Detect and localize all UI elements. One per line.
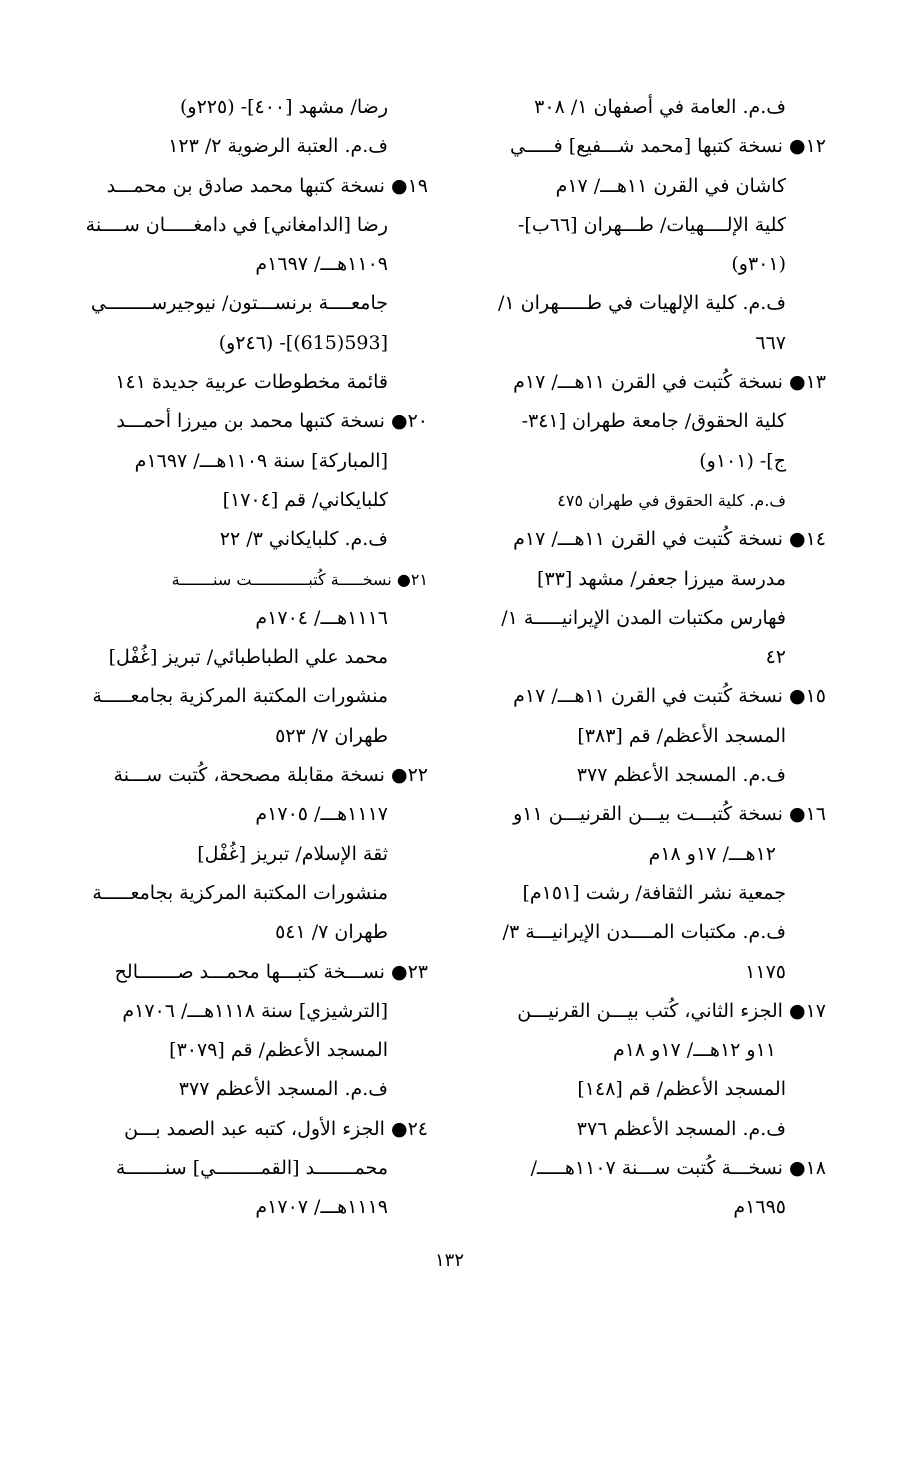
entry-heading-line: ١٢● نسخة كتبها [محمد شـــفيع] فـــــي xyxy=(510,135,826,158)
entry-detail-line: ١١٧٥ xyxy=(745,960,786,983)
entry-detail-line: جمعية نشر الثقافة/ رشت [١٥١م] xyxy=(522,881,786,904)
entry-detail-line: ف.م. المسجد الأعظم ٣٧٧ xyxy=(178,1078,388,1101)
right-column xyxy=(454,88,826,1228)
entry-detail-line: ف.م. كلبايكاني ٣/ ٢٢ xyxy=(219,528,388,551)
entry-heading-line: ٢٠● نسخة كتبها محمد بن ميرزا أحمـــد xyxy=(116,410,428,433)
entry-detail-line: [المباركة] سنة ١١٠٩هـــ/ ١٦٩٧م xyxy=(134,449,388,472)
entry-heading-line: ١٥● نسخة كُتبت في القرن ١١هـــ/ ١٧م xyxy=(513,685,826,708)
entry-detail-line: رضا [الدامغاني] في دامغـــــان ســــنة xyxy=(85,213,388,236)
entry-detail-line: [593(615)]- (٢٤٦و) xyxy=(218,331,388,354)
entry-heading-line: ٢١● نسخـــــة كُتبــــــــــــت سنـــــــة xyxy=(171,569,428,589)
entry-detail-line: ٤٢ xyxy=(765,646,786,669)
entry-heading-line: ١٤● نسخة كُتبت في القرن ١١هـــ/ ١٧م xyxy=(513,528,826,551)
entry-detail-line: كلبايكاني/ قم [١٧٠٤] xyxy=(222,488,388,511)
entry-heading-line: ١٣● نسخة كُتبت في القرن ١١هـــ/ ١٧م xyxy=(513,371,826,394)
entry-detail-line: طهران ٧/ ٥٢٣ xyxy=(275,724,388,747)
entry-heading-line: ٢٤● الجزء الأول، كتبه عبد الصمد بـــن xyxy=(124,1117,428,1140)
entry-detail-line: طهران ٧/ ٥٤١ xyxy=(275,921,388,944)
entry-detail-line: ١١١٧هـــ/ ١٧٠٥م xyxy=(255,803,388,826)
entry-detail-line: ف.م. العامة في أصفهان ١/ ٣٠٨ xyxy=(534,96,786,118)
entry-detail-line: جامعــــة برنســـتون/ نيوجيرســــــــي xyxy=(90,292,388,315)
left-column xyxy=(70,88,428,1228)
entry-detail-line: فهارس مكتبات المدن الإيرانيـــــة ١/ xyxy=(501,606,786,629)
entry-detail-line: المسجد الأعظم/ قم [٣٨٣] xyxy=(577,724,786,747)
entry-detail-line: كلية الحقوق/ جامعة طهران [٣٤١- xyxy=(521,410,786,433)
page-number: ١٣٢ xyxy=(434,1250,464,1271)
entry-detail-line: المسجد الأعظم/ قم [١٤٨] xyxy=(577,1078,786,1101)
entry-detail-line: ف.م. كلية الحقوق في طهران ٤٧٥ xyxy=(557,490,786,510)
entry-detail-line: منشورات المكتبة المركزية بجامعـــــة xyxy=(92,685,388,708)
entry-detail-line: ج]- (١٠١و) xyxy=(699,449,786,472)
entry-detail-line: ف.م. العتبة الرضوية ٢/ ١٢٣ xyxy=(168,135,388,158)
entry-detail-line: (٣٠١و) xyxy=(731,253,786,276)
entry-detail-line: محمد علي الطباطبائي/ تبريز [غُفْل] xyxy=(108,646,388,669)
entry-detail-line: ١١١٩هـــ/ ١٧٠٧م xyxy=(255,1196,388,1219)
entry-detail-line: ١٢هـــ/ ١٧و ١٨م xyxy=(648,842,776,865)
entry-detail-line: رضا/ مشهد [٤٠٠]- (٢٢٥و) xyxy=(180,96,388,118)
entry-detail-line: مدرسة ميرزا جعفر/ مشهد [٣٣] xyxy=(537,567,786,590)
entry-heading-line: ١٨● نسخـــة كُتبت ســـنة ١١٠٧هـــــ/ xyxy=(530,1157,826,1180)
entry-heading-line: ٢٢● نسخة مقابلة مصححة، كُتبت ســـنة xyxy=(113,764,428,787)
entry-detail-line: ثقة الإسلام/ تبريز [غُفْل] xyxy=(197,842,388,865)
entry-detail-line: ٦٦٧ xyxy=(755,331,786,354)
entry-detail-line: ف.م. كلية الإلهيات في طـــــهران ١/ xyxy=(497,292,786,315)
entry-detail-line: ف.م. مكتبات المــــدن الإيرانيـــة ٣/ xyxy=(502,921,786,944)
entry-detail-line: كاشان في القرن ١١هـــ/ ١٧م xyxy=(555,174,786,197)
entry-detail-line: محمـــــــد [القمــــــــي] سنـــــــة xyxy=(115,1157,388,1180)
entry-detail-line: ١١١٦هـــ/ ١٧٠٤م xyxy=(255,606,388,629)
entry-detail-line: المسجد الأعظم/ قم [٣٠٧٩] xyxy=(169,1039,388,1062)
entry-detail-line: ١١٠٩هـــ/ ١٦٩٧م xyxy=(255,253,388,276)
entry-detail-line: منشورات المكتبة المركزية بجامعـــــة xyxy=(92,881,388,904)
entry-detail-line: كلية الإلــــهيات/ طـــهران [٦٦ب]- xyxy=(518,213,786,236)
entry-heading-line: ١٧● الجزء الثاني، كُتب بيـــن القرنيـــن xyxy=(517,999,826,1022)
entry-heading-line: ٢٣● نســـخة كتبـــها محمـــد صـــــــالح xyxy=(114,960,428,983)
entry-heading-line: ١٩● نسخة كتبها محمد صادق بن محمـــد xyxy=(106,174,428,197)
entry-detail-line: [الترشيزي] سنة ١١١٨هـــ/ ١٧٠٦م xyxy=(122,999,388,1022)
entry-detail-line: ف.م. المسجد الأعظم ٣٧٦ xyxy=(576,1117,786,1140)
entry-detail-line: ١١و ١٢هـــ/ ١٧و ١٨م xyxy=(612,1039,776,1062)
entry-heading-line: ١٦● نسخة كُتبـــت بيـــن القرنيـــن ١١و xyxy=(513,803,826,826)
entry-detail-line: ١٦٩٥م xyxy=(733,1196,786,1219)
entry-detail-line: ف.م. المسجد الأعظم ٣٧٧ xyxy=(576,764,786,787)
entry-detail-line: قائمة مخطوطات عربية جديدة ١٤١ xyxy=(115,371,388,394)
